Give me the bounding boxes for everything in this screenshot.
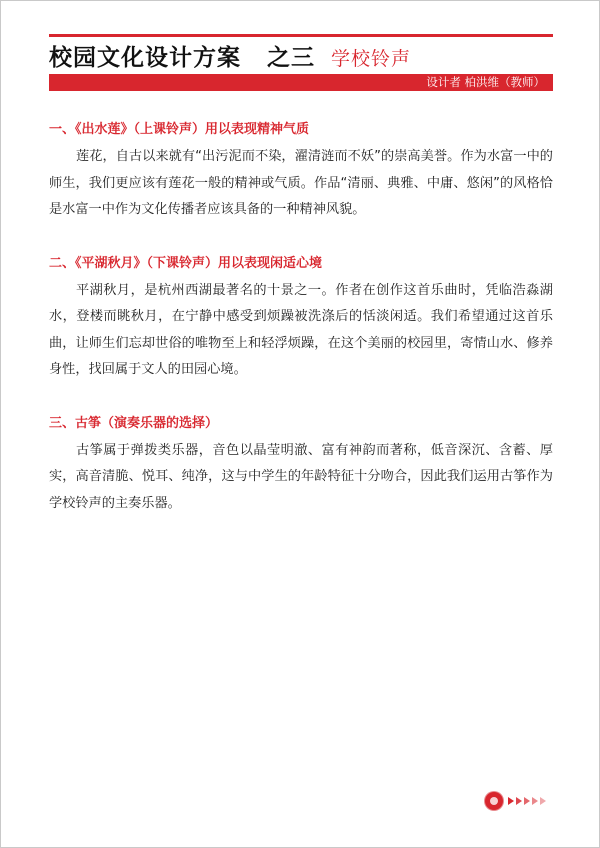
section-heading: 二、《平湖秋月》（下课铃声）用以表现闲适心境 bbox=[49, 255, 323, 271]
arrow-right-icon bbox=[540, 797, 546, 805]
section-paragraph: 古筝属于弹拨类乐器，音色以晶莹明澈、富有神韵而著称，低音深沉、含蓄、厚实，高音清脆、悦耳、纯净，这与中学生的年龄特征十分吻合，因此我们运用古筝作为学校铃声的主奏乐器。 bbox=[49, 442, 553, 511]
designer-credit: 设计者 柏洪维（教师） bbox=[426, 75, 545, 89]
title-row bbox=[49, 39, 553, 71]
section-paragraph: 平湖秋月，是杭州西湖最著名的十景之一。作者在创作这首乐曲时，凭临浩淼湖水，登楼而眺秋月，在宁静中感受到烦躁被洗涤后的恬淡闲适。我们希望通过这首乐曲，让师生们忘却世俗的唯物至上和轻浮烦躁，在这个美丽的校园里，寄情山水、修养身性，找回属于文人的田园心境。 bbox=[49, 282, 553, 377]
part-label: 之三 bbox=[267, 45, 315, 71]
page-subtitle: 学校铃声 bbox=[331, 48, 412, 70]
arrow-right-icon bbox=[524, 797, 530, 805]
arrow-right-icon bbox=[516, 797, 522, 805]
designer-bar bbox=[49, 74, 553, 91]
section-heading: 三、古筝（演奏乐器的选择） bbox=[49, 415, 219, 431]
arrow-decoration bbox=[508, 797, 548, 805]
section-2 bbox=[49, 253, 553, 384]
section-3 bbox=[49, 413, 553, 518]
arrow-right-icon bbox=[532, 797, 538, 805]
section-1 bbox=[49, 119, 553, 224]
page-title: 校园文化设计方案 bbox=[49, 45, 241, 71]
section-paragraph: 莲花，自古以来就有“出污泥而不染，濯清涟而不妖”的崇高美誉。作为水富一中的师生，我们更应该有莲花一般的精神或气质。作品“清丽、典雅、中庸、悠闲”的风格恰是水富一中作为文化传播者应该具备的一种精神风貌。 bbox=[49, 149, 553, 217]
top-rule bbox=[49, 34, 553, 37]
section-heading: 一、《出水莲》（上课铃声）用以表现精神气质 bbox=[49, 122, 310, 137]
content-body bbox=[49, 119, 553, 546]
school-seal-icon bbox=[485, 792, 503, 810]
page-footer bbox=[485, 791, 548, 811]
arrow-right-icon bbox=[508, 797, 514, 805]
